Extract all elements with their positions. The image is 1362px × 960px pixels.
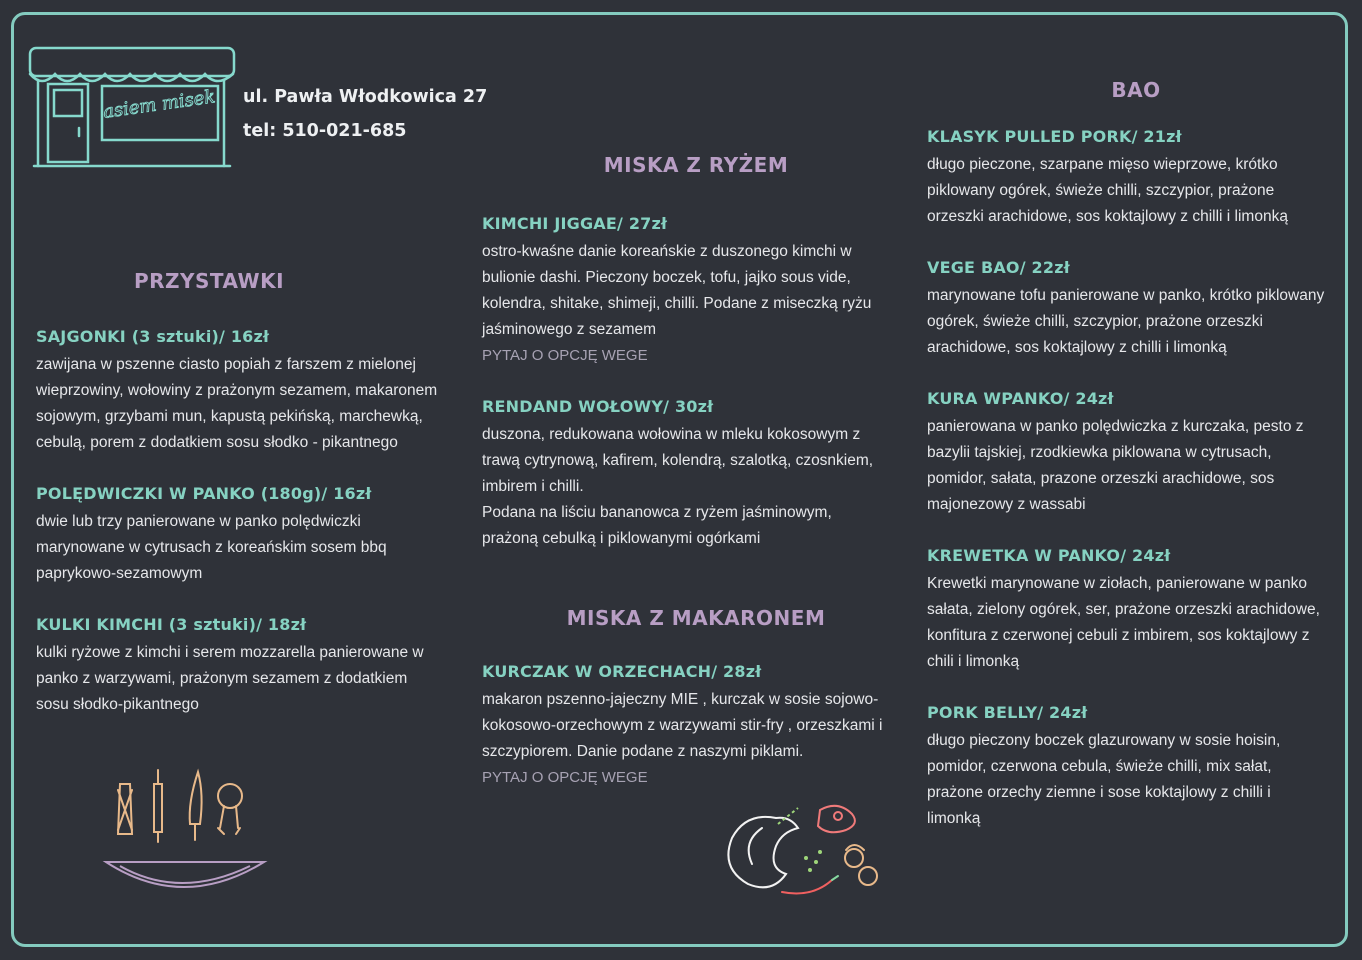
bao-list (927, 127, 1327, 860)
section-miska-ryz-title: MISKA Z RYŻEM (603, 153, 789, 177)
menu-item (36, 327, 441, 456)
menu-item (927, 258, 1327, 361)
item-desc-2: Podana na liściu bananowca z ryżem jaśminowym, prażoną cebulką i piklowanymi ogórkami (482, 504, 832, 547)
item-desc: dwie lub trzy panierowane w panko polędwiczki marynowane w cytrusach z koreańskim sosem bbq paprykowo-sezamowym (36, 513, 387, 582)
kitchen-tools-icon (100, 762, 270, 892)
item-name: SAJGONKI (3 sztuki)/ 16zł (36, 327, 270, 346)
item-desc: kulki ryżowe z kimchi i serem mozzarella panierowane w panko z warzywami, prażonym sezamem z dodatkiem sosu słodko-pikantnego (36, 644, 424, 713)
section-przystawki-title: PRZYSTAWKI (133, 269, 285, 293)
section-bao-title: BAO (1111, 78, 1161, 102)
section-miska-makaron-title: MISKA Z MAKARONEM (566, 606, 826, 630)
vege-note: PYTAJ O OPCJĘ WEGE (482, 347, 648, 364)
food-ingredients-icon (722, 796, 890, 908)
item-desc: długo pieczony boczek glazurowany w sosie hoisin, pomidor, czerwona cebula, świeże chilli, mix sałat, prażone orzechy ziemne i sose koktajlowy z chilli i limonką (927, 732, 1281, 827)
item-name: KREWETKA W PANKO/ 24zł (927, 546, 1171, 565)
vege-note: PYTAJ O OPCJĘ WEGE (482, 769, 648, 786)
menu-item (927, 127, 1327, 230)
item-name: POLĘDWICZKI W PANKO (180g)/ 16zł (36, 484, 372, 503)
item-desc: marynowane tofu panierowane w panko, krótko piklowany ogórek, świeże chilli, szczypior, prażone orzeszki arachidowe, sos koktajlowy z chilli i limonką (927, 287, 1325, 356)
item-desc: ostro-kwaśne danie koreańskie z duszonego kimchi w bulionie dashi. Pieczony boczek, tofu, jajko sous vide, kolendra, shitake, shimeji, chilli. Podane z miseczką ryżu jaśminowego z sezamem (482, 243, 872, 338)
menu-item (927, 389, 1327, 518)
menu-item (482, 214, 887, 369)
item-desc: panierowana w panko polędwiczka z kurczaka, pesto z bazylii tajskiej, rzodkiewka piklowana w cytrusach, pomidor, sałata, prazone orzeszki arachidowe, sos majonezowy z wassabi (927, 418, 1304, 513)
item-name: KLASYK PULLED PORK/ 21zł (927, 127, 1182, 146)
menu-item (482, 397, 887, 552)
item-name: KURCZAK W ORZECHACH/ 28zł (482, 662, 762, 681)
item-desc: Krewetki marynowane w ziołach, panierowane w panko sałata, zielony ogórek, ser, prażone orzeszki arachidowe, konfitura z czerwonej cebuli z imbirem, sos koktajlowy z chili i limonką (927, 575, 1320, 670)
item-desc: zawijana w pszenne ciasto popiah z farszem z mielonej wieprzowiny, wołowiny z prażonym sezamem, makaronem sojowym, grzybami mun, kapustą pekińską, marchewką, cebulą, porem z dodatkiem sosu słodko - pikantnego (36, 356, 438, 451)
item-desc: długo pieczone, szarpane mięso wieprzowe, krótko piklowany ogórek, świeże chilli, szczypior, prażone orzeszki arachidowe, sos koktajlowy z chilli i limonką (927, 156, 1288, 225)
address: ul. Pawła Włodkowica 27 (243, 87, 488, 107)
shop-logo-icon (26, 44, 238, 174)
logo-text: asiem misek (101, 86, 217, 123)
item-name: KIMCHI JIGGAE/ 27zł (482, 214, 668, 233)
item-desc: duszona, redukowana wołowina w mleku kokosowym z trawą cytrynową, kafirem, kolendrą, szalotką, czosnkiem, imbirem i chilli. (482, 426, 874, 495)
item-desc: makaron pszenno-jajeczny MIE , kurczak w sosie sojowo-kokosowo-orzechowym z warzywami stir-fry , orzeszkami i szczypiorem. Danie podane z naszymi piklami. (482, 691, 883, 760)
menu-item (927, 546, 1327, 675)
menu-item (36, 615, 441, 718)
menu-item (927, 703, 1327, 832)
item-name: PORK BELLY/ 24zł (927, 703, 1088, 722)
item-name: KULKI KIMCHI (3 sztuki)/ 18zł (36, 615, 307, 634)
menu-item (36, 484, 441, 587)
przystawki-list (36, 327, 441, 746)
miska-ryz-list (482, 214, 887, 580)
phone: tel: 510-021-685 (243, 121, 407, 141)
item-name: KURA WPANKO/ 24zł (927, 389, 1114, 408)
item-name: RENDAND WOŁOWY/ 30zł (482, 397, 714, 416)
menu-item (482, 662, 887, 791)
item-name: VEGE BAO/ 22zł (927, 258, 1070, 277)
